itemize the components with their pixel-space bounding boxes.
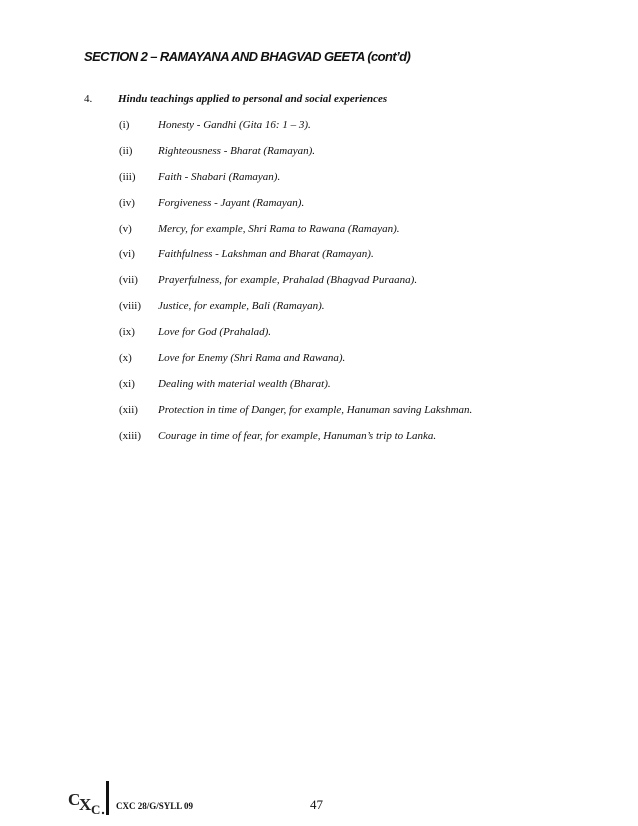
list-item — [119, 197, 619, 223]
list-item-text: Mercy, for example, Shri Rama to Rawana (Ramayan). — [158, 222, 400, 235]
svg-text:C: C — [91, 802, 101, 816]
list-item — [119, 145, 619, 171]
list-item-text: Justice, for example, Bali (Ramayan). — [158, 300, 325, 313]
list-item-number: (ii) — [119, 144, 133, 157]
item-number: 4. — [84, 93, 93, 105]
list-item-text: Righteousness - Bharat (Ramayan). — [158, 144, 316, 157]
list-item-text: Prayerfulness, for example, Prahalad (Bhagvad Puraana). — [158, 274, 418, 287]
list-item — [119, 300, 619, 326]
list-item-number: (vi) — [119, 248, 135, 261]
list-item-text: Love for God (Prahalad). — [158, 326, 272, 339]
list-item-text: Protection in time of Danger, for example, Hanuman saving Lakshman. — [158, 403, 473, 416]
list-item — [119, 430, 619, 456]
list-item-number: (i) — [119, 119, 130, 131]
section-heading: SECTION 2 – RAMAYANA AND BHAGVAD GEETA (cont’d) — [84, 49, 411, 64]
list-item-number: (xiii) — [119, 429, 141, 442]
list-item — [119, 274, 619, 300]
list-item-text: Faithfulness - Lakshman and Bharat (Ramayan). — [158, 248, 374, 261]
subitem-list — [119, 119, 619, 456]
list-item-text: Love for Enemy (Shri Rama and Rawana). — [158, 352, 346, 365]
list-item — [119, 223, 619, 249]
list-item — [119, 352, 619, 378]
list-item-text: Faith - Shabari (Ramayan). — [158, 170, 281, 183]
list-item — [119, 248, 619, 274]
footer-divider — [106, 781, 109, 815]
list-item — [119, 119, 619, 145]
list-item-text: Honesty - Gandhi (Gita 16: 1 – 3). — [158, 119, 311, 131]
list-item-number: (xii) — [119, 403, 138, 416]
svg-text:C: C — [68, 790, 81, 809]
page-number: 47 — [310, 797, 323, 812]
list-item-number: (ix) — [119, 326, 135, 339]
list-item — [119, 404, 619, 430]
list-item-number: (viii) — [119, 300, 141, 313]
list-item-number: (iii) — [119, 170, 136, 183]
item-title: Hindu teachings applied to personal and social experiences — [118, 93, 388, 105]
list-item-text: Courage in time of fear, for example, Hanuman’s trip to Lanka. — [158, 429, 437, 442]
list-item — [119, 171, 619, 197]
list-item — [119, 378, 619, 404]
list-item-number: (x) — [119, 352, 132, 365]
list-item-number: (v) — [119, 222, 132, 235]
list-item-number: (vii) — [119, 274, 138, 287]
list-item-text: Dealing with material wealth (Bharat). — [158, 377, 331, 390]
syllabus-code: CXC 28/G/SYLL 09 — [116, 801, 194, 811]
list-item-number: (iv) — [119, 196, 135, 209]
list-item-text: Forgiveness - Jayant (Ramayan). — [158, 196, 305, 209]
list-item — [119, 326, 619, 352]
svg-text:X: X — [79, 795, 92, 814]
cxc-logo — [67, 788, 107, 816]
list-item-number: (xi) — [119, 377, 135, 390]
